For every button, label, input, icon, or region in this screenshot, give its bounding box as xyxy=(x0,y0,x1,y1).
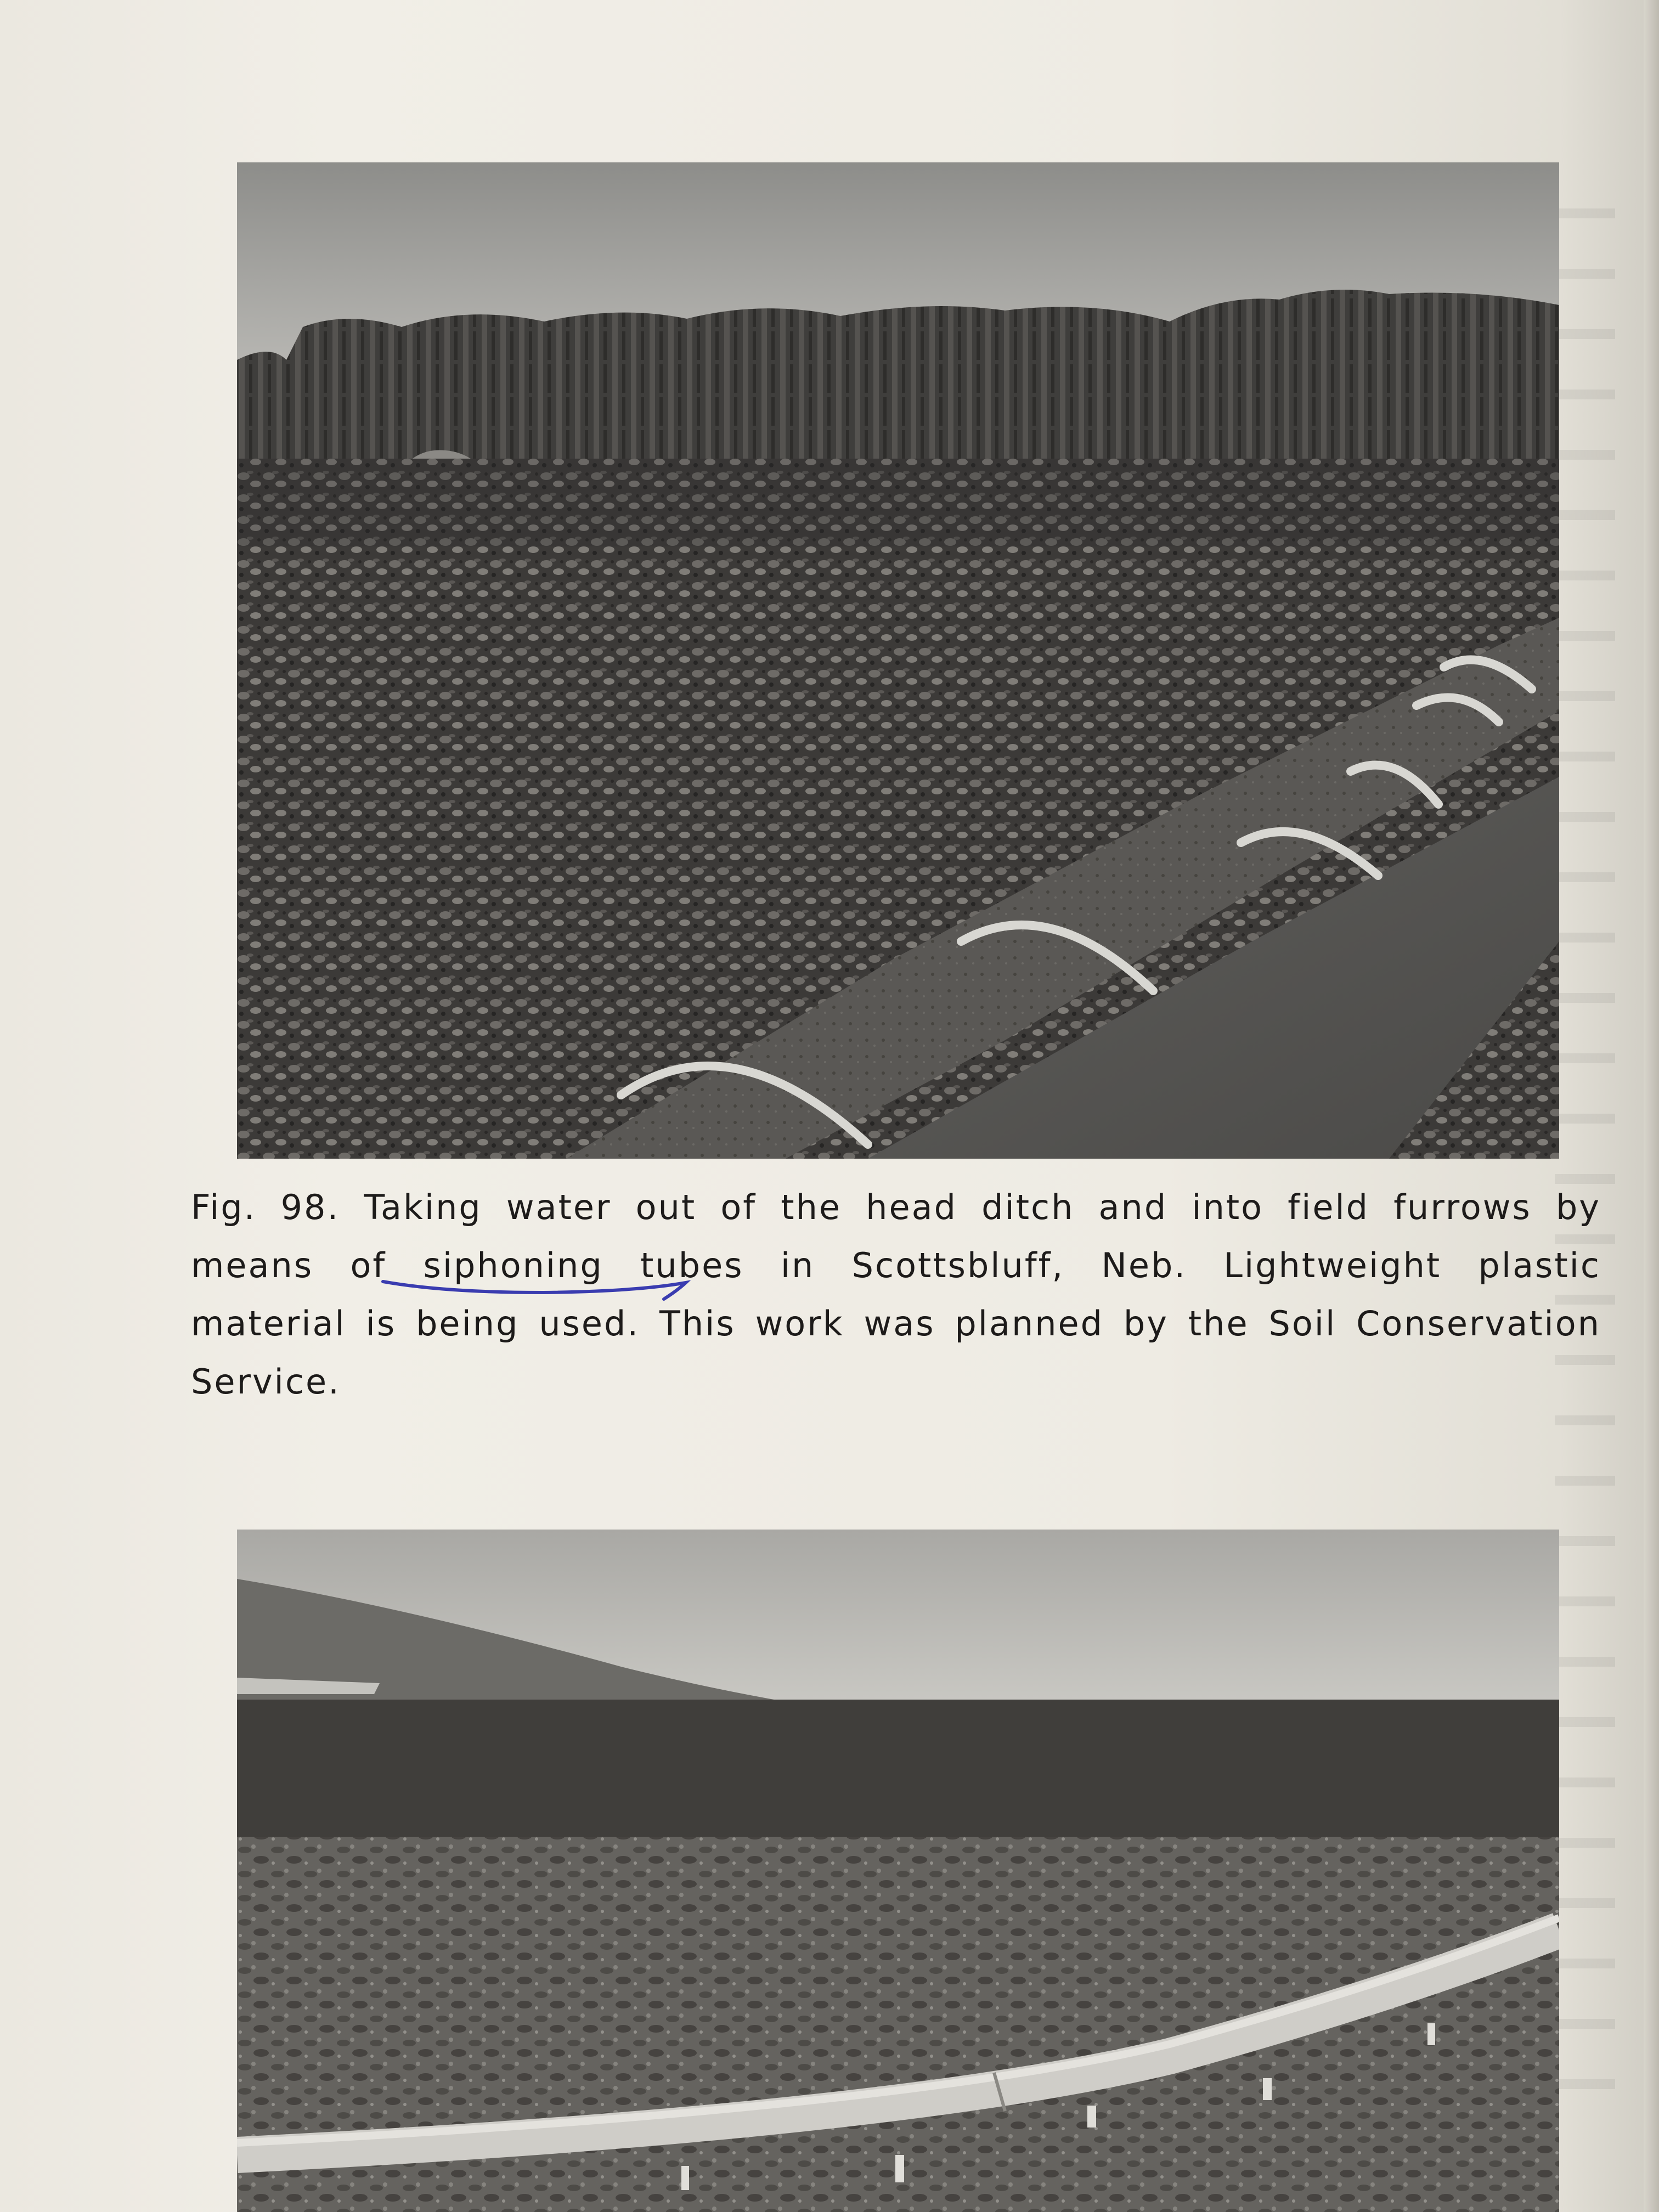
photo-pipeline-image xyxy=(237,1530,1559,2212)
photo-siphon-tubes-image xyxy=(237,162,1559,1159)
photo-pipeline-field xyxy=(237,1530,1559,2212)
caption-text-end: in Scottsbluff, Neb. Lightweight plastic material is being used. This work was planned by the Soil Conservation Service. xyxy=(191,1245,1601,1402)
page-edge xyxy=(1644,0,1659,2212)
caption-text-start: Fig. 98. Taking water out of the head ditch and into field furrows by means of xyxy=(191,1187,1601,1285)
caption-underlined-phrase: siphoning tubes xyxy=(423,1245,744,1285)
bleed-through-text xyxy=(1555,208,1615,2129)
pen-underline-mark xyxy=(379,1272,697,1302)
photo-siphon-tubes-field xyxy=(237,162,1559,1159)
